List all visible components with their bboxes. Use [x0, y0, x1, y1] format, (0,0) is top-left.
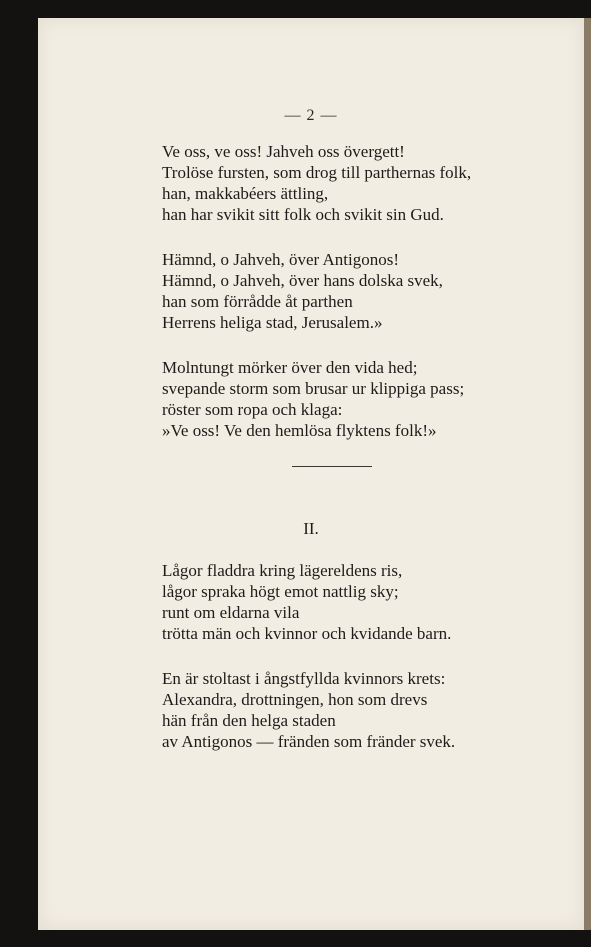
verse-line: Ve oss, ve oss! Jahveh oss övergett!	[162, 142, 405, 161]
book-page	[38, 18, 584, 930]
verse-line: lågor spraka högt emot nattlig sky;	[162, 582, 399, 601]
section-number: II.	[303, 519, 319, 538]
verse-line: »Ve oss! Ve den hemlösa flyktens folk!»	[162, 421, 437, 440]
section-divider	[292, 466, 372, 467]
page-number: — 2 —	[284, 107, 338, 124]
verse-line: han har svikit sitt folk och svikit sin Gud.	[162, 205, 444, 224]
verse-line: svepande storm som brusar ur klippiga pass;	[162, 379, 465, 398]
verse-line: han som förrådde åt parthen	[162, 292, 353, 311]
verse-line: Trolöse fursten, som drog till parthernas folk,	[162, 163, 472, 182]
verse-line: hän från den helga staden	[162, 711, 336, 730]
verse-line: Hämnd, o Jahveh, över hans dolska svek,	[162, 271, 443, 290]
verse-line: runt om eldarna vila	[162, 603, 300, 622]
verse-line: Alexandra, drottningen, hon som drevs	[162, 690, 428, 709]
verse-line: Lågor fladdra kring lägereldens ris,	[162, 561, 403, 580]
verse-line: röster som ropa och klaga:	[162, 400, 343, 419]
page-edge	[584, 18, 591, 930]
verse-line: Molntungt mörker över den vida hed;	[162, 358, 418, 377]
verse-line: han, makkabéers ättling,	[162, 184, 329, 203]
verse-line: trötta män och kvinnor och kvidande barn.	[162, 624, 452, 643]
verse-line: Hämnd, o Jahveh, över Antigonos!	[162, 250, 400, 269]
verse-line: av Antigonos — fränden som fränder svek.	[162, 732, 456, 751]
verse-line: En är stoltast i ångstfyllda kvinnors krets:	[162, 669, 446, 688]
verse-line: Herrens heliga stad, Jerusalem.»	[162, 313, 383, 332]
